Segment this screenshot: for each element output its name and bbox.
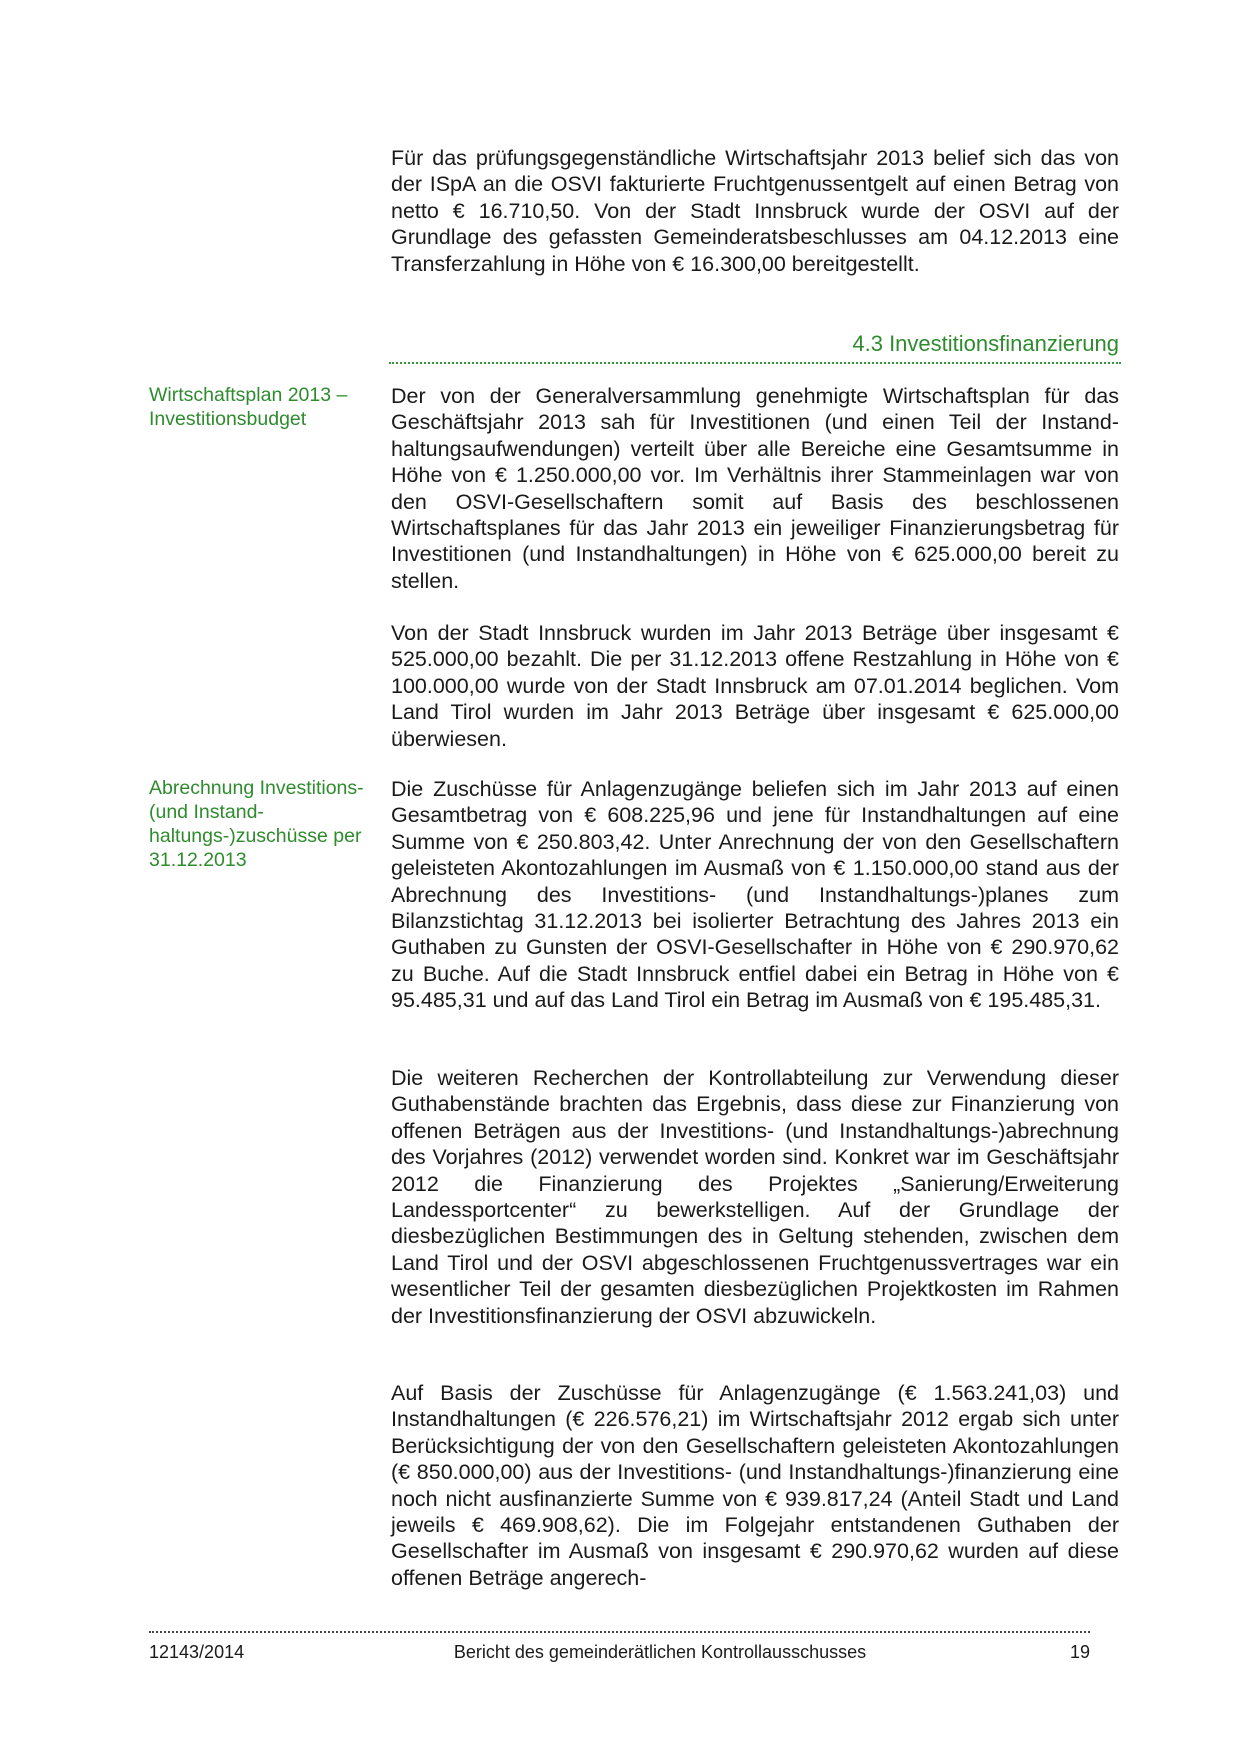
footer-page-number: 19: [1069, 1642, 1090, 1662]
footer-document-number: 12143/2014: [149, 1642, 245, 1662]
margin-note-wirtschaftsplan: Wirtschaftsplan 2013 – Investitionsbudget: [149, 384, 348, 430]
paragraph-fruchtgenussentgelt: Für das prüfungsgegenständliche Wirtschaftsjahr 2013 belief sich das von der ISpA an die OSVI fakturierte Fruchtgenussentgelt auf einen Betrag von netto € 16.710,50. Von der Stadt Innsbruck wurde der OSVI auf der Grundlage des gefassten Gemeinderatsbeschlusses am 04.12.2013 eine Transferzahlung in Höhe von € 16.300,00 bereitgestellt.: [391, 146, 1119, 276]
paragraph-basis-2012: Auf Basis der Zuschüsse für Anlagenzugänge (€ 1.563.241,03) und Instandhaltungen (€ 226.576,21) im Wirtschaftsjahr 2012 ergab sich unter Berücksichtigung der von den Gesellschaftern geleisteten Akontozahlungen (€ 850.000,00) aus der Investitions- (und Instandhaltungs-)finanzierung eine noch nicht ausfinanzierte Summe von € 939.817,24 (Anteil Stadt und Land jeweils € 469.908,62). Die im Folgejahr entstandenen Guthaben der Gesellschafter im Ausmaß von insgesamt € 290.970,62 wurden auf diese offenen Beträge angerech-: [391, 1381, 1119, 1590]
paragraph-zahlungen: Von der Stadt Innsbruck wurden im Jahr 2013 Beträge über insgesamt € 525.000,00 bezahlt. Die per 31.12.2013 offene Restzahlung in Höhe von € 100.000,00 wurde von der Stadt Innsbruck am 07.01.2014 beglichen. Vom Land Tirol wurden im Jahr 2013 Beträge über insgesamt € 625.000,00 überwiesen.: [391, 621, 1119, 751]
paragraph-recherchen: Die weiteren Recherchen der Kontrollabteilung zur Verwendung dieser Guthabenstände brachten das Ergebnis, dass diese zur Finanzierung von offenen Beträgen aus der Investitions- (und Instandhaltungs-)abrechnung des Vorjahres (2012) verwendet worden sind. Konkret war im Geschäftsjahr 2012 die Finanzierung des Projektes „Sanierung/Erweiterung Landessportcenter“ zu bewerkstelligen. Auf der Grundlage der diesbezüglichen Bestimmungen des in Geltung stehenden, zwischen dem Land Tirol und der OSVI abgeschlossenen Fruchtgenussvertrages war ein wesentlicher Teil der gesamten diesbezüglichen Projektkosten im Rahmen der Investitionsfinanzierung der OSVI abzuwickeln.: [391, 1066, 1119, 1328]
margin-note-abrechnung: Abrechnung Investitions- (und Instandhaltungs-)zuschüsse per 31.12.2013: [149, 777, 364, 871]
section-heading-divider: [389, 362, 1121, 364]
footer-divider: [149, 1631, 1090, 1633]
paragraph-wirtschaftsplan: Der von der Generalversammlung genehmigte Wirtschaftsplan für das Geschäftsjahr 2013 sah für Investitionen (und einen Teil der Instandhaltungsaufwendungen) verteilt über alle Bereiche eine Gesamtsumme in Höhe von € 1.250.000,00 vor. Im Verhältnis ihrer Stammeinlagen war von den OSVI-Gesellschaftern somit auf Basis des beschlossenen Wirtschaftsplanes für das Jahr 2013 ein jeweiliger Finanzierungsbetrag für Investitionen (und Instandhaltungen) in Höhe von € 625.000,00 bereit zu stellen.: [391, 384, 1119, 593]
paragraph-abrechnung: Die Zuschüsse für Anlagenzugänge beliefen sich im Jahr 2013 auf einen Gesamtbetrag von € 608.225,96 und jene für Instandhaltungen auf eine Summe von € 250.803,42. Unter Anrechnung der von den Gesellschaftern geleisteten Akontozahlungen im Ausmaß von € 1.150.000,00 stand aus der Abrechnung des Investitions- (und Instandhaltungs-)planes zum Bilanzstichtag 31.12.2013 bei isolierter Betrachtung des Jahres 2013 ein Guthaben zu Gunsten der OSVI-Gesellschafter in Höhe von € 290.970,62 zu Buche. Auf die Stadt Innsbruck entfiel dabei ein Betrag in Höhe von € 95.485,31 und auf das Land Tirol ein Betrag im Ausmaß von € 195.485,31.: [391, 777, 1119, 1013]
section-heading: 4.3 Investitionsfinanzierung: [852, 331, 1119, 356]
footer-report-title: Bericht des gemeinderätlichen Kontrollausschusses: [453, 1642, 867, 1662]
